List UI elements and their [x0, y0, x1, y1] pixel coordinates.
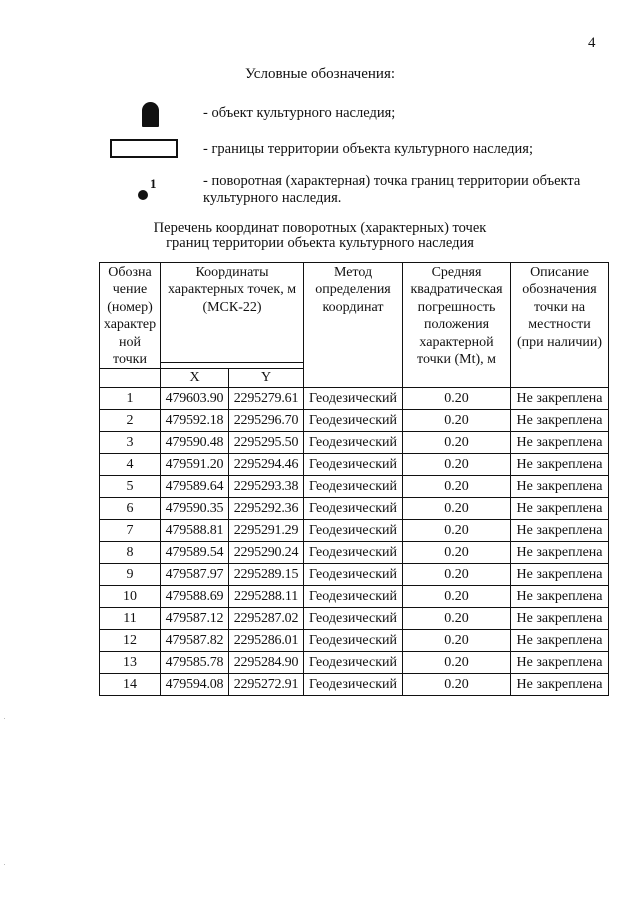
cell-y: 2295286.01	[229, 630, 304, 652]
cell-method: Геодезический	[304, 388, 403, 410]
cell-y: 2295292.36	[229, 498, 304, 520]
header-line: Описание	[530, 265, 589, 280]
cell-x: 479589.54	[161, 542, 229, 564]
cell-number: 6	[100, 498, 161, 520]
table-row	[100, 608, 609, 630]
cell-mt: 0.20	[403, 454, 511, 476]
cell-y: 2295293.38	[229, 476, 304, 498]
legend-title: Условные обозначения:	[244, 66, 396, 82]
table-row	[100, 630, 609, 652]
cell-method: Геодезический	[304, 608, 403, 630]
cell-description: Не закреплена	[511, 454, 609, 476]
turning-point-label: 1	[150, 176, 157, 191]
header-line: квадратическая	[410, 282, 503, 298]
table-row	[100, 542, 609, 564]
header-line: точки (Mt), м	[417, 352, 496, 368]
cell-method: Геодезический	[304, 630, 403, 652]
cell-mt: 0.20	[403, 564, 511, 586]
cell-method: Геодезический	[304, 476, 403, 498]
page-number: 4	[588, 35, 596, 51]
header-line: местности	[528, 317, 591, 333]
header-line: (номер)	[107, 299, 153, 315]
cell-method: Геодезический	[304, 410, 403, 432]
cell-description: Не закреплена	[511, 586, 609, 608]
turning-point-icon	[138, 190, 148, 200]
cell-number: 13	[100, 652, 161, 674]
cell-y: 2295289.15	[229, 564, 304, 586]
cell-mt: 0.20	[403, 388, 511, 410]
table-row	[100, 498, 609, 520]
cell-description: Не закреплена	[511, 476, 609, 498]
cell-mt: 0.20	[403, 476, 511, 498]
cell-y: 2295291.29	[229, 520, 304, 542]
cell-number: 1	[100, 388, 161, 410]
list-title-line1: Перечень координат поворотных (характерных) точек	[153, 220, 487, 236]
header-method	[304, 263, 403, 388]
cell-number: 3	[100, 432, 161, 454]
cell-method: Геодезический	[304, 674, 403, 696]
cell-description: Не закреплена	[511, 652, 609, 674]
header-x: X	[161, 369, 229, 388]
header-line: точки на	[533, 299, 586, 315]
cell-description: Не закреплена	[511, 630, 609, 652]
cell-number: 8	[100, 542, 161, 564]
cell-mt: 0.20	[403, 586, 511, 608]
cell-mt: 0.20	[403, 520, 511, 542]
header-line: Метод	[333, 265, 373, 280]
cell-number: 11	[100, 608, 161, 630]
cell-y: 2295288.11	[229, 586, 304, 608]
cell-description: Не закреплена	[511, 432, 609, 454]
cell-y: 2295279.61	[229, 388, 304, 410]
cell-number: 7	[100, 520, 161, 542]
header-number	[100, 263, 161, 369]
table-row	[100, 674, 609, 696]
cell-x: 479592.18	[161, 410, 229, 432]
cell-mt: 0.20	[403, 630, 511, 652]
cell-description: Не закреплена	[511, 410, 609, 432]
table-row	[100, 410, 609, 432]
cell-number: 14	[100, 674, 161, 696]
cell-x: 479588.69	[161, 586, 229, 608]
header-line: ной	[119, 334, 141, 350]
cell-x: 479588.81	[161, 520, 229, 542]
cell-mt: 0.20	[403, 432, 511, 454]
header-line: точки	[113, 352, 147, 368]
header-line: положения	[423, 317, 490, 333]
table-row	[100, 564, 609, 586]
cell-x: 479591.20	[161, 454, 229, 476]
cell-method: Геодезический	[304, 498, 403, 520]
cell-mt: 0.20	[403, 674, 511, 696]
cell-description: Не закреплена	[511, 520, 609, 542]
cell-description: Не закреплена	[511, 564, 609, 586]
header-line: координат	[322, 299, 384, 315]
cell-description: Не закреплена	[511, 388, 609, 410]
table-row	[100, 388, 609, 410]
cell-y: 2295287.02	[229, 608, 304, 630]
cell-method: Геодезический	[304, 520, 403, 542]
cell-x: 479587.82	[161, 630, 229, 652]
cell-x: 479594.08	[161, 674, 229, 696]
cell-x: 479587.12	[161, 608, 229, 630]
list-title-line2: границ территории объекта культурного наследия	[166, 235, 474, 251]
cell-number: 10	[100, 586, 161, 608]
header-y: Y	[229, 369, 304, 388]
heritage-object-icon	[142, 102, 159, 127]
cell-y: 2295284.90	[229, 652, 304, 674]
legend-item-point-text-line2: культурного наследия.	[203, 190, 342, 206]
table-row	[100, 652, 609, 674]
cell-x: 479590.48	[161, 432, 229, 454]
cell-number: 2	[100, 410, 161, 432]
cell-description: Не закреплена	[511, 498, 609, 520]
header-line: чение	[112, 282, 148, 298]
cell-method: Геодезический	[304, 542, 403, 564]
cell-y: 2295294.46	[229, 454, 304, 476]
header-line: характер	[103, 317, 157, 333]
cell-method: Геодезический	[304, 454, 403, 476]
table-row	[100, 476, 609, 498]
cell-x: 479590.35	[161, 498, 229, 520]
legend-item-boundary-text: - границы территории объекта культурного наследия;	[203, 141, 533, 157]
cell-number: 4	[100, 454, 161, 476]
header-line: характерной	[419, 334, 494, 350]
cell-mt: 0.20	[403, 498, 511, 520]
margin-mark	[4, 864, 5, 865]
table-header-row	[100, 263, 609, 363]
cell-x: 479589.64	[161, 476, 229, 498]
cell-number: 5	[100, 476, 161, 498]
header-description	[511, 263, 609, 388]
cell-mt: 0.20	[403, 652, 511, 674]
table-row	[100, 586, 609, 608]
cell-method: Геодезический	[304, 432, 403, 454]
cell-y: 2295295.50	[229, 432, 304, 454]
cell-y: 2295272.91	[229, 674, 304, 696]
header-number-blank	[100, 369, 161, 388]
boundary-rectangle-icon	[110, 139, 178, 158]
cell-number: 12	[100, 630, 161, 652]
legend-item-point-text-line1: - поворотная (характерная) точка границ территории объекта	[203, 173, 581, 189]
cell-description: Не закреплена	[511, 542, 609, 564]
header-line: погрешность	[417, 299, 496, 315]
cell-y: 2295290.24	[229, 542, 304, 564]
margin-mark	[4, 718, 5, 719]
header-line: определения	[315, 282, 391, 298]
table-row	[100, 454, 609, 476]
header-coordinates	[161, 263, 304, 363]
table-row	[100, 432, 609, 454]
cell-number: 9	[100, 564, 161, 586]
header-line: Координаты	[195, 265, 269, 280]
cell-y: 2295296.70	[229, 410, 304, 432]
legend-item-object-text: - объект культурного наследия;	[203, 105, 396, 121]
header-line: обозначения	[522, 282, 597, 298]
header-line: (при наличии)	[516, 334, 603, 350]
cell-x: 479585.78	[161, 652, 229, 674]
table-row	[100, 520, 609, 542]
header-error	[403, 263, 511, 388]
header-line: (МСК-22)	[202, 299, 262, 315]
coordinates-table	[99, 262, 609, 696]
cell-method: Геодезический	[304, 564, 403, 586]
cell-description: Не закреплена	[511, 608, 609, 630]
header-line: характерных точек, м	[167, 282, 297, 298]
header-line: Средняя	[431, 265, 482, 280]
cell-description: Не закреплена	[511, 674, 609, 696]
cell-method: Геодезический	[304, 652, 403, 674]
cell-mt: 0.20	[403, 410, 511, 432]
cell-mt: 0.20	[403, 542, 511, 564]
list-title	[0, 221, 640, 251]
cell-x: 479603.90	[161, 388, 229, 410]
cell-method: Геодезический	[304, 586, 403, 608]
cell-x: 479587.97	[161, 564, 229, 586]
header-line: Обозна	[108, 265, 152, 280]
cell-mt: 0.20	[403, 608, 511, 630]
